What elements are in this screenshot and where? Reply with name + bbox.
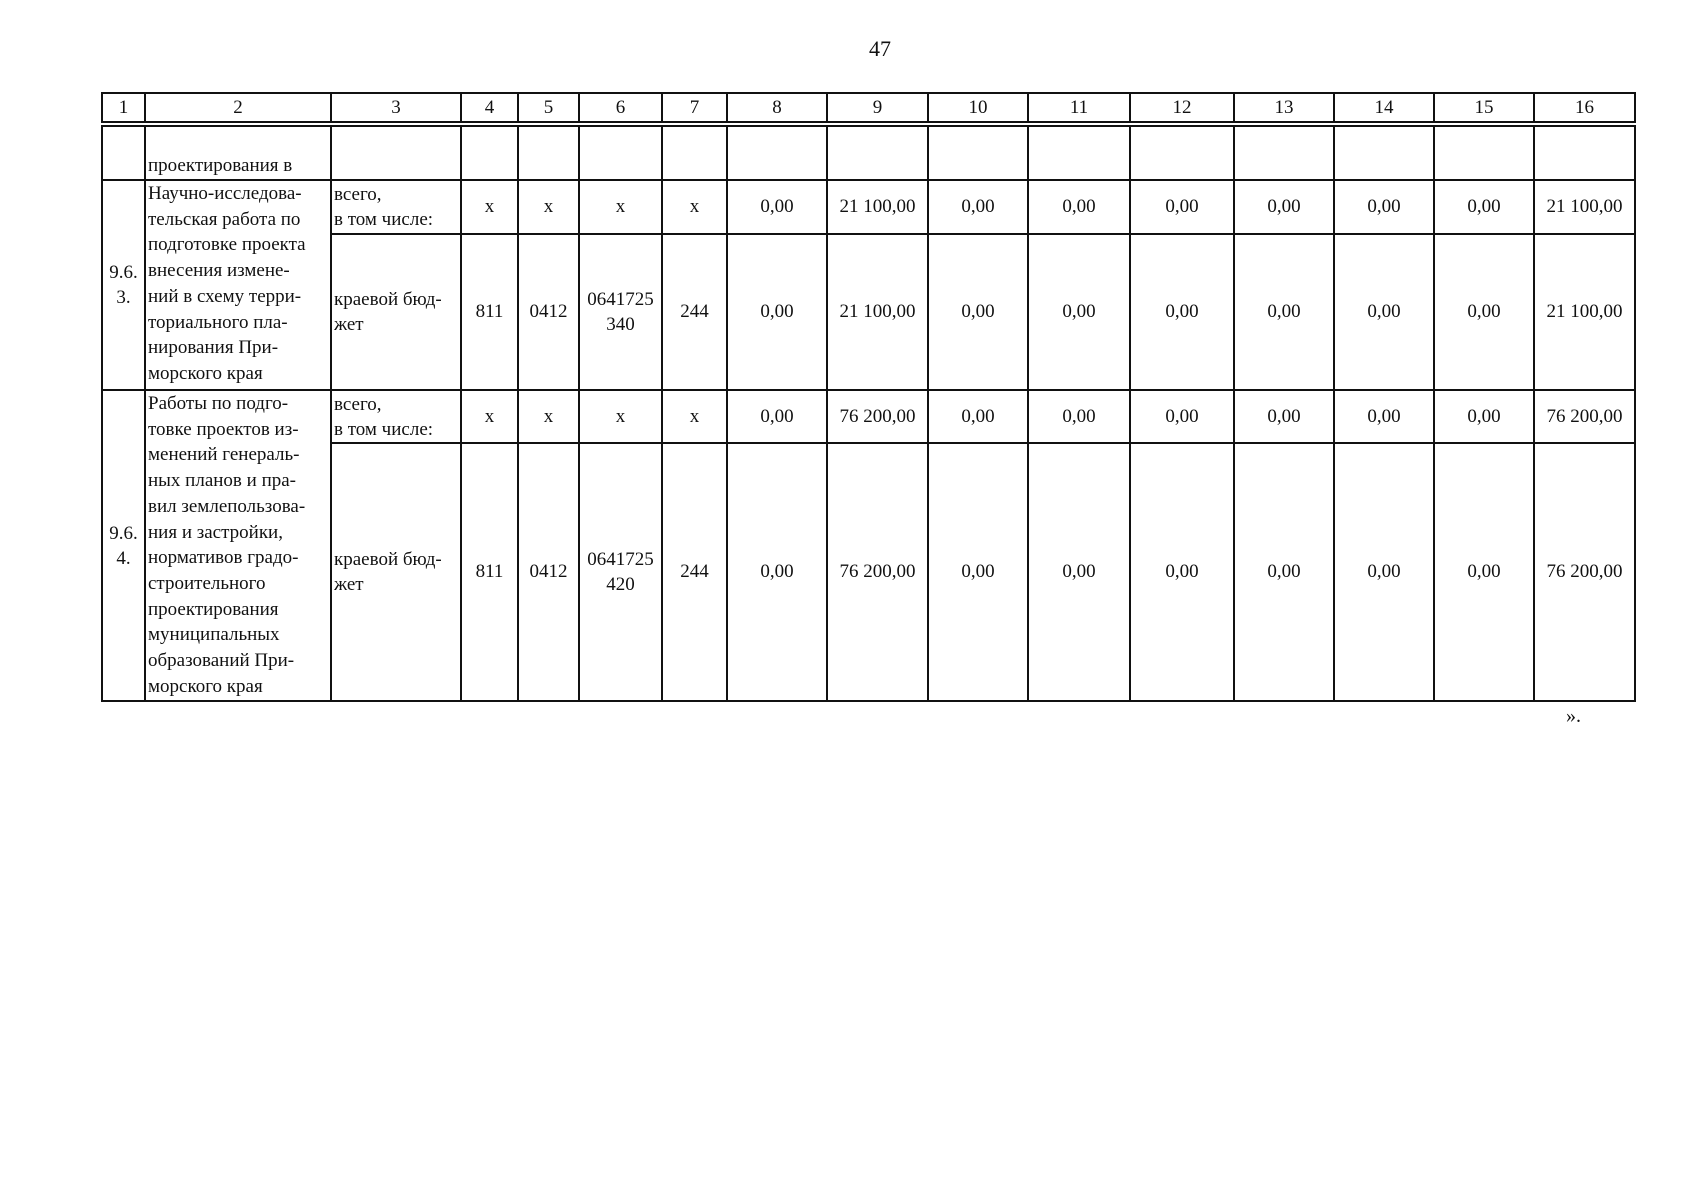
empty-cell xyxy=(579,126,662,180)
header-cell: 2 xyxy=(145,93,331,122)
empty-cell xyxy=(1534,126,1635,180)
table-cell: 0,00 xyxy=(1130,180,1234,234)
table-cell: 0,00 xyxy=(1334,390,1434,443)
table-cell: 0,00 xyxy=(1334,443,1434,701)
table-cell: 0,00 xyxy=(1334,180,1434,234)
table-cell: х xyxy=(579,180,662,234)
table-cell: 0412 xyxy=(518,234,579,390)
table-cell: 76 200,00 xyxy=(827,390,928,443)
empty-cell xyxy=(1434,126,1534,180)
table-cell: х xyxy=(579,390,662,443)
table-cell: 0,00 xyxy=(1234,180,1334,234)
header-cell: 14 xyxy=(1334,93,1434,122)
header-cell: 11 xyxy=(1028,93,1130,122)
empty-cell xyxy=(518,126,579,180)
table-cell: х xyxy=(518,390,579,443)
table-cell: 0,00 xyxy=(1434,234,1534,390)
table-cell: 0,00 xyxy=(727,180,827,234)
item-index: 9.6. 3. xyxy=(102,180,145,390)
table-cell: 0,00 xyxy=(727,234,827,390)
table-cell: 0,00 xyxy=(1234,390,1334,443)
funding-source: краевой бюд- жет xyxy=(331,443,461,701)
table-cell: 0,00 xyxy=(727,443,827,701)
table-cell: 21 100,00 xyxy=(1534,234,1635,390)
header-cell: 13 xyxy=(1234,93,1334,122)
table-cell: 0,00 xyxy=(928,443,1028,701)
funding-source: краевой бюд- жет xyxy=(331,234,461,390)
empty-cell xyxy=(1028,126,1130,180)
index-cell xyxy=(102,126,145,180)
empty-cell xyxy=(1234,126,1334,180)
table-cell: х xyxy=(461,180,518,234)
empty-cell xyxy=(1130,126,1234,180)
header-cell: 15 xyxy=(1434,93,1534,122)
closing-quote-mark: ». xyxy=(1566,705,1581,727)
table-cell: 0,00 xyxy=(1028,390,1130,443)
table-cell: х xyxy=(662,390,727,443)
empty-cell xyxy=(928,126,1028,180)
table-cell: 21 100,00 xyxy=(827,234,928,390)
header-cell: 6 xyxy=(579,93,662,122)
table-cell: 0,00 xyxy=(1028,180,1130,234)
table-cell: 0412 xyxy=(518,443,579,701)
header-cell: 12 xyxy=(1130,93,1234,122)
header-cell: 10 xyxy=(928,93,1028,122)
table-cell: 244 xyxy=(662,234,727,390)
table-cell: 0,00 xyxy=(727,390,827,443)
empty-cell xyxy=(461,126,518,180)
table-cell: 0,00 xyxy=(1028,234,1130,390)
header-cell: 1 xyxy=(102,93,145,122)
continuation-row xyxy=(102,126,1635,180)
item-index: 9.6. 4. xyxy=(102,390,145,701)
header-cell: 3 xyxy=(331,93,461,122)
table-cell: 244 xyxy=(662,443,727,701)
header-cell: 5 xyxy=(518,93,579,122)
table-cell: 811 xyxy=(461,234,518,390)
empty-cell xyxy=(1334,126,1434,180)
table-cell: 76 200,00 xyxy=(827,443,928,701)
table-cell: 0641725 420 xyxy=(579,443,662,701)
table-cell: 0,00 xyxy=(928,390,1028,443)
table-row xyxy=(102,443,1635,701)
table-cell: 21 100,00 xyxy=(1534,180,1635,234)
header-cell: 9 xyxy=(827,93,928,122)
item-name: Работы по подго- товке проектов из- менений генераль- ных планов и пра- вил землепользова- ния и застройки, нормативов градо- строительного проектирования муниципальных образований При- морского края xyxy=(145,390,331,701)
table-cell: 0,00 xyxy=(1028,443,1130,701)
header-cell: 8 xyxy=(727,93,827,122)
table-cell: 0,00 xyxy=(1434,180,1534,234)
empty-cell xyxy=(827,126,928,180)
table-cell: 0,00 xyxy=(1130,234,1234,390)
table-cell: 0,00 xyxy=(1234,234,1334,390)
funding-source: всего, в том числе: xyxy=(331,180,461,234)
table-cell: 0,00 xyxy=(1130,443,1234,701)
table-cell: 0,00 xyxy=(1130,390,1234,443)
table-cell: 21 100,00 xyxy=(827,180,928,234)
empty-cell xyxy=(331,126,461,180)
empty-cell xyxy=(662,126,727,180)
item-name: Научно-исследова- тельская работа по подготовке проекта внесения измене- ний в схему терри- ториального пла- нирования При- морского края xyxy=(145,180,331,390)
table-cell: 76 200,00 xyxy=(1534,390,1635,443)
table-cell: 76 200,00 xyxy=(1534,443,1635,701)
table-row xyxy=(102,234,1635,390)
table-row xyxy=(102,180,1635,234)
table-cell: 0,00 xyxy=(1234,443,1334,701)
header-cell: 7 xyxy=(662,93,727,122)
table-cell: 811 xyxy=(461,443,518,701)
table-cell: 0,00 xyxy=(928,234,1028,390)
column-number-header xyxy=(101,92,1636,123)
table-cell: 0,00 xyxy=(1434,443,1534,701)
table-row xyxy=(102,390,1635,443)
header-row xyxy=(102,93,1635,122)
budget-table xyxy=(101,125,1636,702)
table-cell: х xyxy=(662,180,727,234)
table-cell: х xyxy=(461,390,518,443)
table-cell: 0641725 340 xyxy=(579,234,662,390)
empty-cell xyxy=(727,126,827,180)
table-cell: 0,00 xyxy=(1434,390,1534,443)
header-cell: 16 xyxy=(1534,93,1635,122)
continuation-text: проектирования в xyxy=(145,126,331,180)
header-cell: 4 xyxy=(461,93,518,122)
page-number: 47 xyxy=(869,36,891,61)
funding-source: всего, в том числе: xyxy=(331,390,461,443)
table-cell: 0,00 xyxy=(928,180,1028,234)
table-cell: 0,00 xyxy=(1334,234,1434,390)
table-cell: х xyxy=(518,180,579,234)
